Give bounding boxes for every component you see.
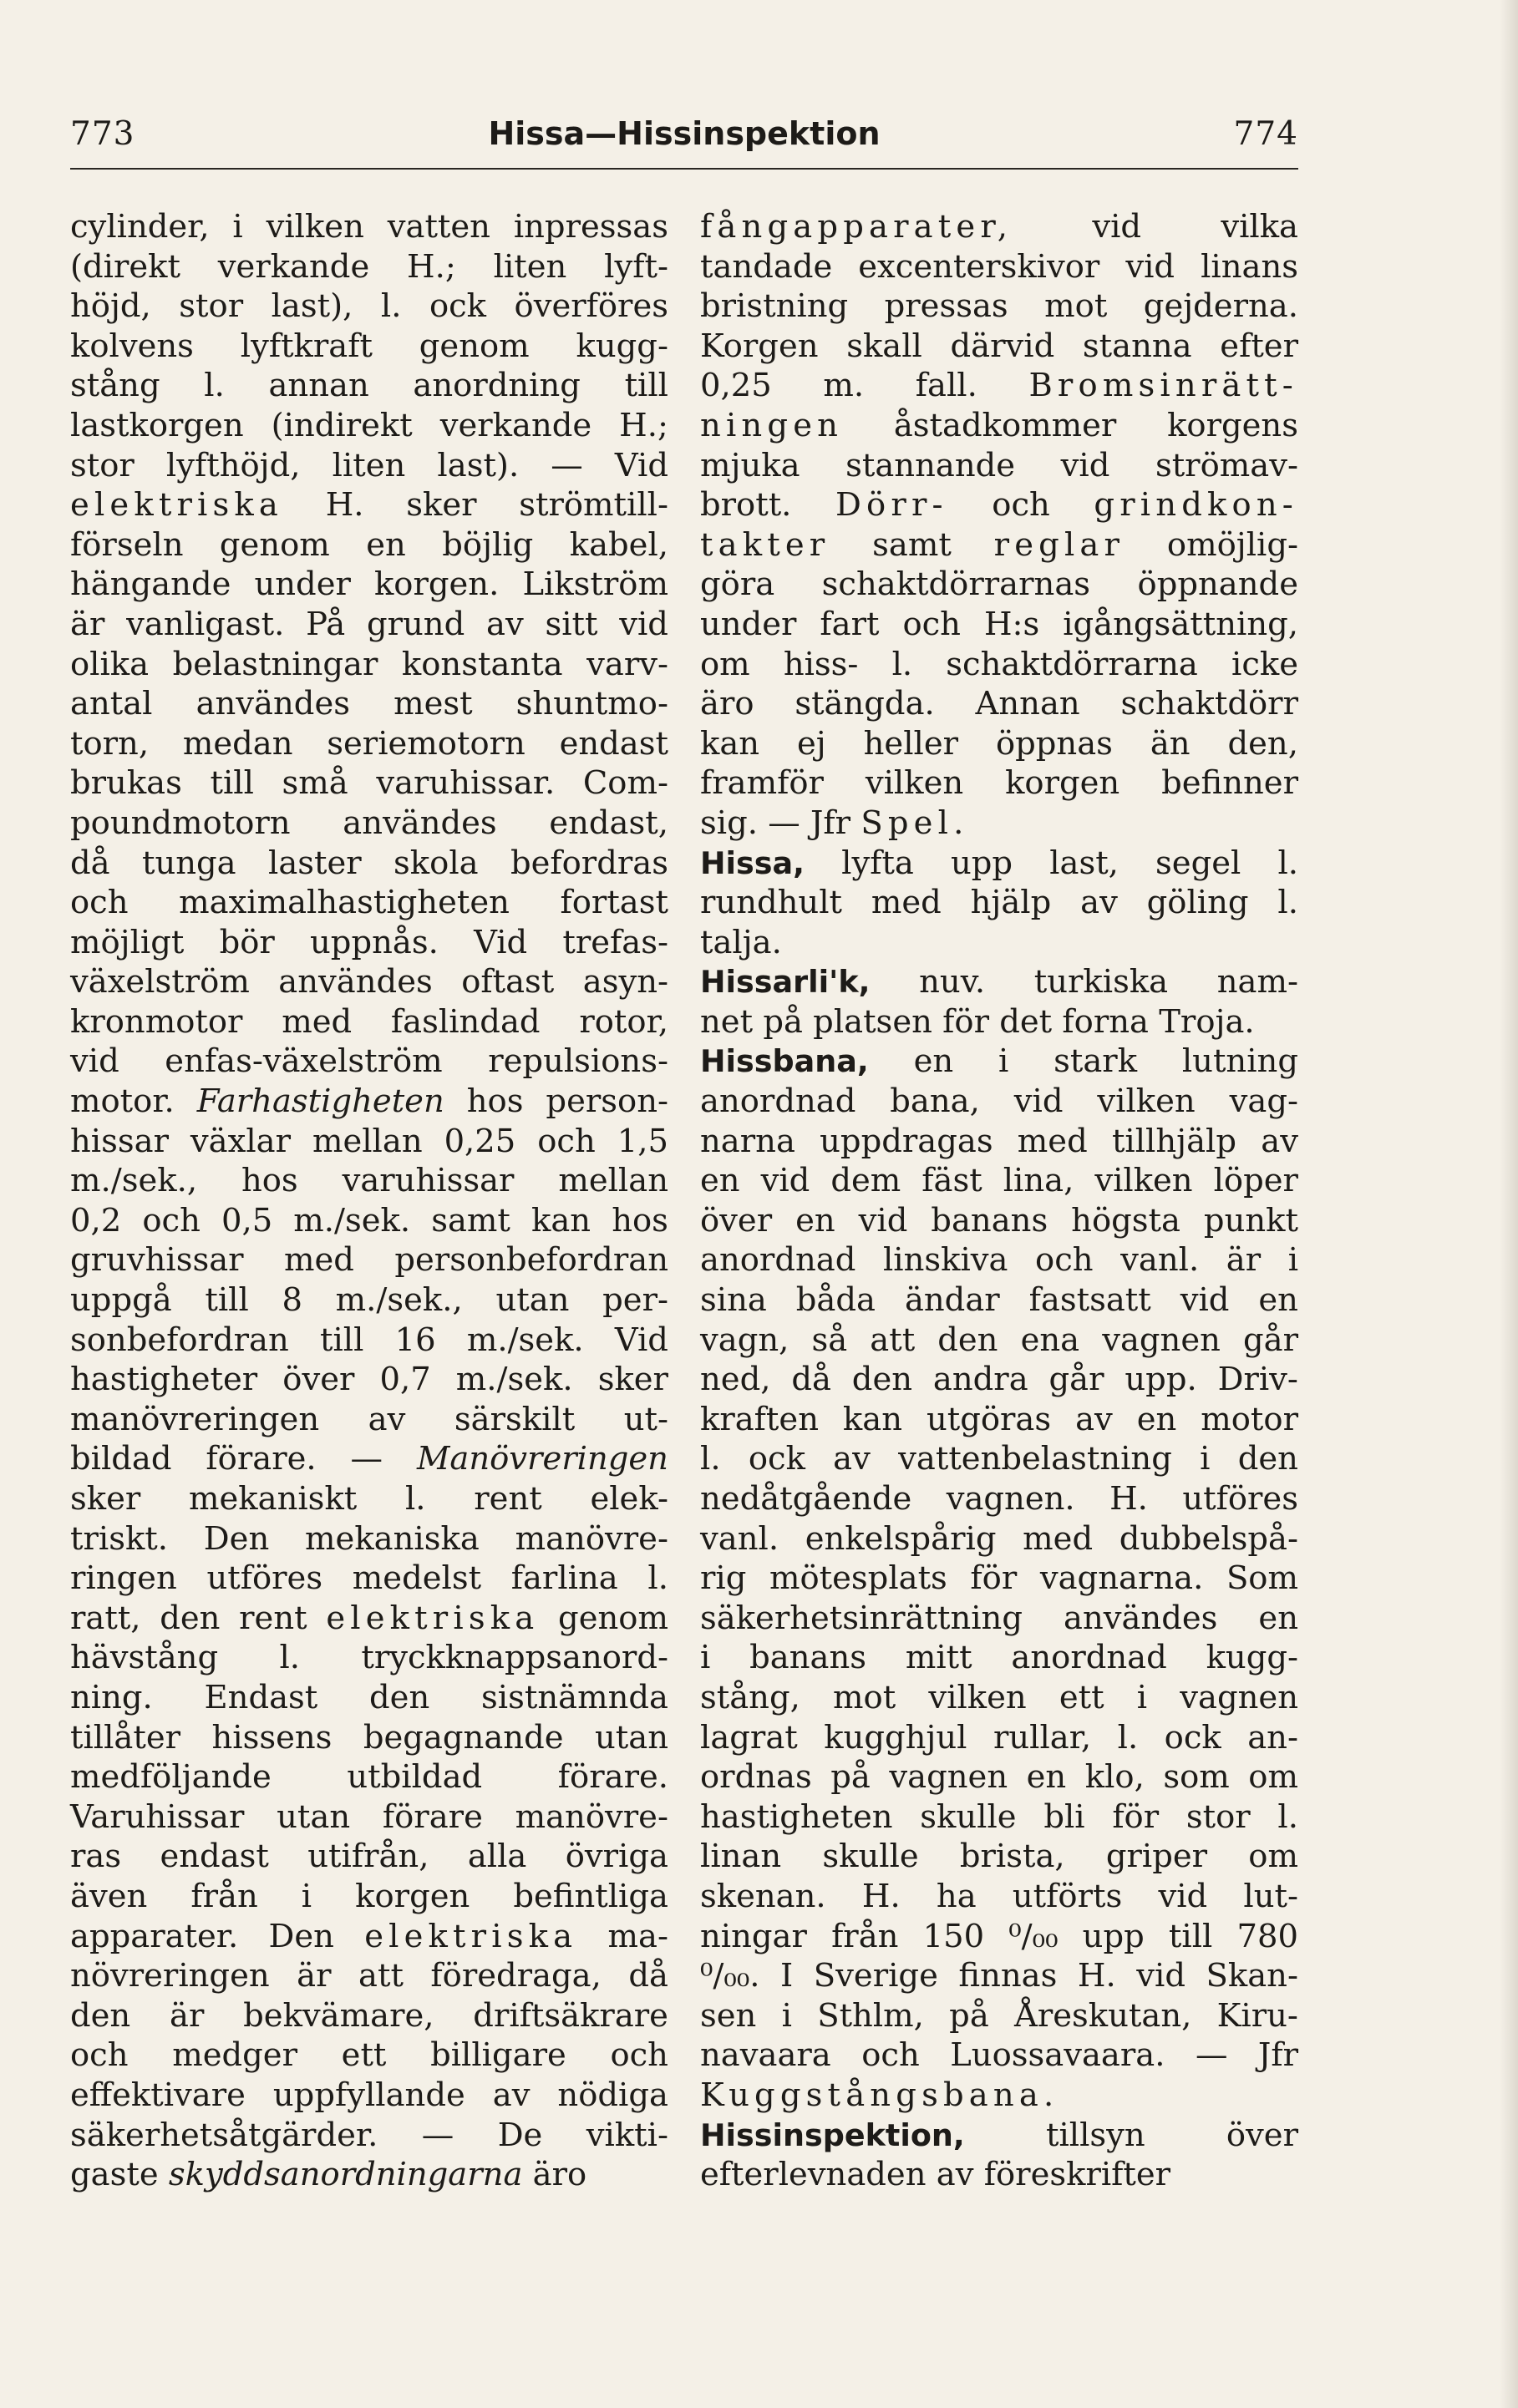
- spaced-term: fångapparater,: [700, 208, 1013, 246]
- text-line: torn, medan seriemotorn endast: [70, 724, 668, 763]
- text-line: vid enfas-växelström repulsions-: [70, 1042, 668, 1081]
- text-line: nedåtgående vagnen. H. utföres: [700, 1480, 1298, 1518]
- text-line: är vanligast. På grund av sitt vid: [70, 605, 668, 643]
- text-line: növreringen är att föredraga, då: [70, 1957, 668, 1995]
- text-line: om hiss- l. schaktdörrarna icke: [700, 645, 1298, 683]
- text-line: 0,2 och 0,5 m./sek. samt kan hos: [70, 1201, 668, 1239]
- text-line: ordnas på vagnen en klo, som om: [700, 1758, 1298, 1797]
- text-line: en vid dem fäst lina, vilken löper: [700, 1162, 1298, 1200]
- header-rule: [70, 168, 1298, 170]
- text-line: sig. — Jfr Spel.: [700, 804, 969, 842]
- text-line: hastigheter över 0,7 m./sek. sker: [70, 1361, 668, 1399]
- text-line: medföljande utbildad förare.: [70, 1758, 668, 1797]
- text-line: m./sek., hos varuhissar mellan: [70, 1162, 668, 1200]
- text-line: framför vilken korgen befinner: [700, 764, 1298, 803]
- text-line: säkerhetsinrättning användes en: [700, 1599, 1298, 1637]
- text-line: ning. Endast den sistnämnda: [70, 1678, 668, 1716]
- text-line: anordnad bana, vid vilken vag-: [700, 1082, 1298, 1121]
- text-line: skenan. H. ha utförts vid lut-: [700, 1877, 1298, 1915]
- running-title: Hissa—Hissinspektion: [488, 115, 881, 152]
- text-line: takter samt reglar omöjlig-: [700, 525, 1298, 564]
- headword: Hissa,: [700, 844, 805, 881]
- text-line: narna uppdragas med tillhjälp av: [700, 1122, 1298, 1160]
- text-line: cylinder, i vilken vatten inpressas: [70, 208, 668, 246]
- text-line: vanl. enkelspårig med dubbelspå-: [700, 1519, 1298, 1558]
- text-line: apparater. Den elektriska ma-: [70, 1917, 668, 1955]
- text-line: sen i Sthlm, på Åreskutan, Kiru-: [700, 1996, 1298, 2035]
- spaced-term: Bromsinrätt-: [1028, 367, 1298, 405]
- headword: Hissarli'k,: [700, 964, 871, 1001]
- text-line: ningen åstadkommer korgens: [700, 406, 1298, 444]
- text-line: olika belastningar konstanta varv-: [70, 645, 668, 683]
- italic-term: Manövreringen: [416, 1440, 668, 1478]
- left-column: [70, 207, 668, 2195]
- text-line: net på platsen för det forna Troja.: [700, 1002, 1255, 1041]
- text-line: under fart och H:s igångsättning,: [700, 605, 1298, 643]
- text-line: lagrat kugghjul rullar, l. ock an-: [700, 1718, 1298, 1757]
- text-line: hängande under korgen. Likström: [70, 565, 668, 604]
- text-line: över en vid banans högsta punkt: [700, 1201, 1298, 1239]
- text-line: poundmotorn användes endast,: [70, 804, 668, 842]
- text-line: linan skulle brista, griper om: [700, 1838, 1298, 1876]
- text-line: Hissbana, en i stark lutning: [700, 1042, 1298, 1081]
- text-line: Hissa, lyfta upp last, segel l.: [700, 844, 1298, 882]
- text-line: rig mötesplats för vagnarna. Som: [700, 1559, 1298, 1598]
- text-line: växelström användes oftast asyn-: [70, 963, 668, 1001]
- spaced-term: Spel.: [861, 804, 969, 842]
- text-line: stång l. annan anordning till: [70, 367, 668, 405]
- text-line: elektriska H. sker strömtill-: [70, 486, 668, 525]
- text-line: (direkt verkande H.; liten lyft-: [70, 247, 668, 286]
- text-line: ringen utföres medelst farlina l.: [70, 1559, 668, 1598]
- text-line: även från i korgen befintliga: [70, 1877, 668, 1915]
- text-line: manövreringen av särskilt ut-: [70, 1400, 668, 1438]
- text-line: ned, då den andra går upp. Driv-: [700, 1361, 1298, 1399]
- text-line: säkerhetsåtgärder. — De vikti-: [70, 2116, 668, 2154]
- spaced-term: ningen: [700, 406, 844, 444]
- text-line: Hissinspektion, tillsyn över: [700, 2116, 1298, 2154]
- text-line: då tunga laster skola befordras: [70, 844, 668, 882]
- text-line: kan ej heller öppnas än den,: [700, 724, 1298, 763]
- text-line: i banans mitt anordnad kugg-: [700, 1639, 1298, 1677]
- text-line: och medger ett billigare och: [70, 2036, 668, 2075]
- text-line: tandade excenterskivor vid linans: [700, 247, 1298, 286]
- text-line: förseln genom en böjlig kabel,: [70, 525, 668, 564]
- text-line: uppgå till 8 m./sek., utan per-: [70, 1281, 668, 1320]
- text-line: gaste skyddsanordningarna äro: [70, 2156, 587, 2194]
- text-line: fångapparater, vid vilka: [700, 208, 1298, 246]
- left-page-number: 773: [70, 115, 135, 153]
- text-line: efterlevnaden av föreskrifter: [700, 2156, 1171, 2194]
- text-line: effektivare uppfyllande av nödiga: [70, 2076, 668, 2114]
- spaced-term: grindkon-: [1094, 486, 1298, 525]
- headword: Hissinspektion,: [700, 2117, 965, 2153]
- text-line: 0,25 m. fall. Bromsinrätt-: [700, 367, 1298, 405]
- text-line: ⁰/₀₀. I Sverige finnas H. vid Skan-: [700, 1957, 1298, 1995]
- text-line: Korgen skall därvid stanna efter: [700, 327, 1298, 365]
- spaced-term: Dörr-: [835, 486, 948, 525]
- spaced-term: takter: [700, 525, 830, 564]
- spaced-term: elektriska: [70, 486, 284, 525]
- text-line: höjd, stor last), l. ock överföres: [70, 287, 669, 326]
- right-column: [700, 207, 1298, 2195]
- headword: Hissbana,: [700, 1043, 869, 1080]
- text-line: gruvhissar med personbefordran: [70, 1241, 668, 1280]
- text-line: brukas till små varuhissar. Com-: [70, 764, 668, 803]
- text-line: sker mekaniskt l. rent elek-: [70, 1480, 668, 1518]
- text-line: och maximalhastigheten fortast: [70, 884, 668, 922]
- text-line: anordnad linskiva och vanl. är i: [700, 1241, 1299, 1280]
- text-line: antal användes mest shuntmo-: [70, 685, 668, 723]
- text-line: motor. Farhastigheten hos person-: [70, 1082, 668, 1121]
- text-line: Varuhissar utan förare manövre-: [70, 1797, 668, 1836]
- text-line: talja.: [700, 923, 782, 961]
- right-page-number: 774: [1233, 115, 1298, 153]
- text-line: hissar växlar mellan 0,25 och 1,5: [70, 1122, 668, 1160]
- text-line: Hissarli'k, nuv. turkiska nam-: [700, 963, 1298, 1001]
- text-line: bildad förare. — Manövreringen: [70, 1440, 668, 1478]
- text-line: kolvens lyftkraft genom kugg-: [70, 327, 668, 365]
- italic-term: Farhastigheten: [196, 1082, 444, 1121]
- text-line: lastkorgen (indirekt verkande H.;: [70, 406, 668, 444]
- text-line: navaara och Luossavaara. — Jfr: [700, 2036, 1298, 2075]
- spaced-term: elektriska: [326, 1599, 540, 1637]
- text-line: sina båda ändar fastsatt vid en: [700, 1281, 1298, 1320]
- text-line: den är bekvämare, driftsäkrare: [70, 1996, 668, 2035]
- text-line: l. ock av vattenbelastning i den: [700, 1440, 1298, 1478]
- text-line: stång, mot vilken ett i vagnen: [700, 1678, 1298, 1716]
- text-line: triskt. Den mekaniska manövre-: [70, 1519, 668, 1558]
- text-line: [700, 2076, 1298, 2116]
- italic-term: skyddsanordningarna: [168, 2156, 523, 2194]
- page-edge-shadow: [1500, 0, 1518, 2408]
- spaced-term: reglar: [993, 525, 1125, 564]
- text-line: hastigheten skulle bli för stor l.: [700, 1797, 1298, 1836]
- text-line: kraften kan utgöras av en motor: [700, 1400, 1298, 1438]
- text-line: sonbefordran till 16 m./sek. Vid: [70, 1321, 668, 1359]
- spaced-term: elektriska: [364, 1917, 578, 1955]
- text-line: kronmotor med faslindad rotor,: [70, 1002, 668, 1041]
- text-line: ratt, den rent elektriska genom: [70, 1599, 668, 1637]
- text-line: ningar från 150 ⁰/₀₀ upp till 780: [700, 1917, 1298, 1955]
- text-line: möjligt bör uppnås. Vid trefas-: [70, 923, 668, 961]
- text-line: hävstång l. tryckknappsanord-: [70, 1639, 668, 1677]
- text-line: vagn, så att den ena vagnen går: [700, 1321, 1299, 1359]
- text-line: bristning pressas mot gejderna.: [700, 287, 1298, 326]
- text-line: brott. Dörr- och grindkon-: [700, 486, 1298, 525]
- text-line: ras endast utifrån, alla övriga: [70, 1838, 668, 1876]
- text-line: tillåter hissens begagnande utan: [70, 1718, 668, 1757]
- text-line: mjuka stannande vid strömav-: [700, 446, 1298, 484]
- spaced-term: Kuggstångsbana.: [700, 2076, 1059, 2114]
- text-line: äro stängda. Annan schaktdörr: [700, 685, 1298, 723]
- page-header: [70, 115, 1298, 165]
- text-line: göra schaktdörrarnas öppnande: [700, 565, 1298, 604]
- text-line: stor lyfthöjd, liten last). — Vid: [70, 446, 668, 484]
- text-line: rundhult med hjälp av göling l.: [700, 884, 1298, 922]
